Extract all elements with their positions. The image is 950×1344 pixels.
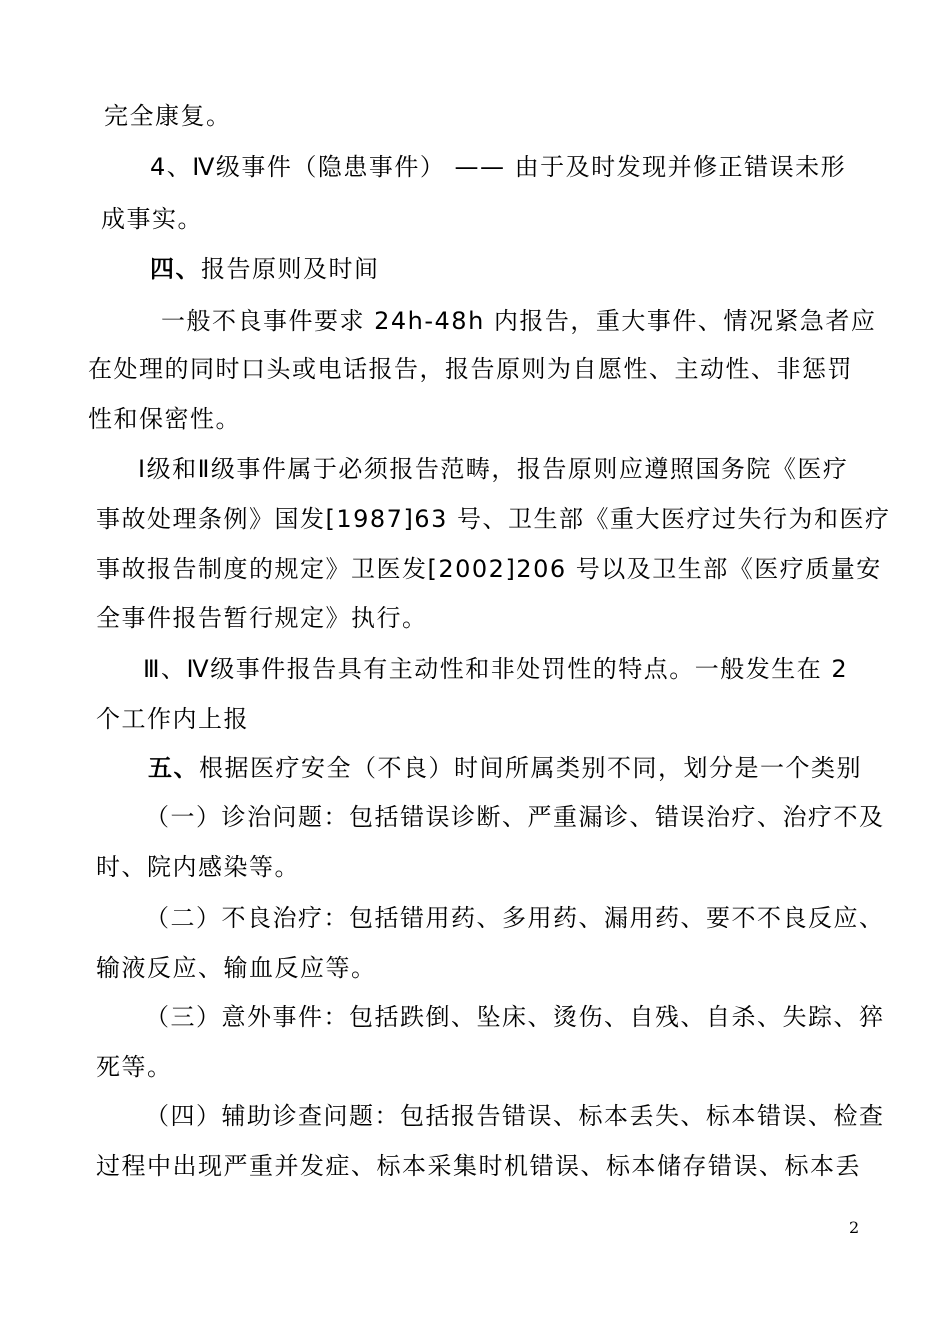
- section-heading: [148, 753, 862, 783]
- text-line: 一般不良事件要求 24h-48h 内报告，重大事件、情况紧急者应: [161, 307, 877, 335]
- text-line: 事故报告制度的规定》卫医发[2002]206 号以及卫生部《医疗质量安: [96, 555, 882, 583]
- section-number: 五、: [148, 754, 199, 782]
- text-line: 输液反应、输血反应等。: [96, 954, 377, 982]
- text-line: 过程中出现严重并发症、标本采集时机错误、标本储存错误、标本丢: [96, 1152, 861, 1180]
- text-line: （一）诊治问题：包括错误诊断、严重漏诊、错误治疗、治疗不及: [145, 803, 885, 831]
- text-line: 事故处理条例》国发[1987]63 号、卫生部《重大医疗过失行为和医疗: [96, 505, 891, 533]
- text-line: 成事实。: [101, 205, 203, 233]
- text-line: Ⅲ、Ⅳ级事件报告具有主动性和非处罚性的特点。一般发生在 2: [143, 655, 849, 683]
- text-line: 时、院内感染等。: [96, 853, 300, 881]
- text-line: 死等。: [96, 1053, 173, 1081]
- section-number: 四、: [150, 255, 201, 283]
- section-title: 报告原则及时间: [201, 255, 380, 283]
- text-line: 完全康复。: [104, 102, 232, 130]
- page-number: 2: [849, 1218, 860, 1237]
- text-line: （四）辅助诊查问题：包括报告错误、标本丢失、标本错误、检查: [145, 1102, 885, 1130]
- text-line: 性和保密性。: [88, 405, 241, 433]
- text-line: 全事件报告暂行规定》执行。: [96, 604, 428, 632]
- text-line: Ⅰ级和Ⅱ级事件属于必须报告范畴，报告原则应遵照国务院《医疗: [138, 455, 849, 483]
- text-line: 在处理的同时口头或电话报告，报告原则为自愿性、主动性、非惩罚: [88, 355, 853, 383]
- text-line: 4、Ⅳ级事件（隐患事件） —— 由于及时发现并修正错误未形: [150, 153, 847, 181]
- text-line: 个工作内上报: [96, 705, 249, 733]
- section-title: 根据医疗安全（不良）时间所属类别不同，划分是一个类别: [199, 754, 862, 782]
- text-line: （二）不良治疗：包括错用药、多用药、漏用药、要不不良反应、: [145, 904, 885, 932]
- section-heading: [150, 254, 380, 284]
- text-line: （三）意外事件：包括跌倒、坠床、烫伤、自残、自杀、失踪、猝: [145, 1003, 885, 1031]
